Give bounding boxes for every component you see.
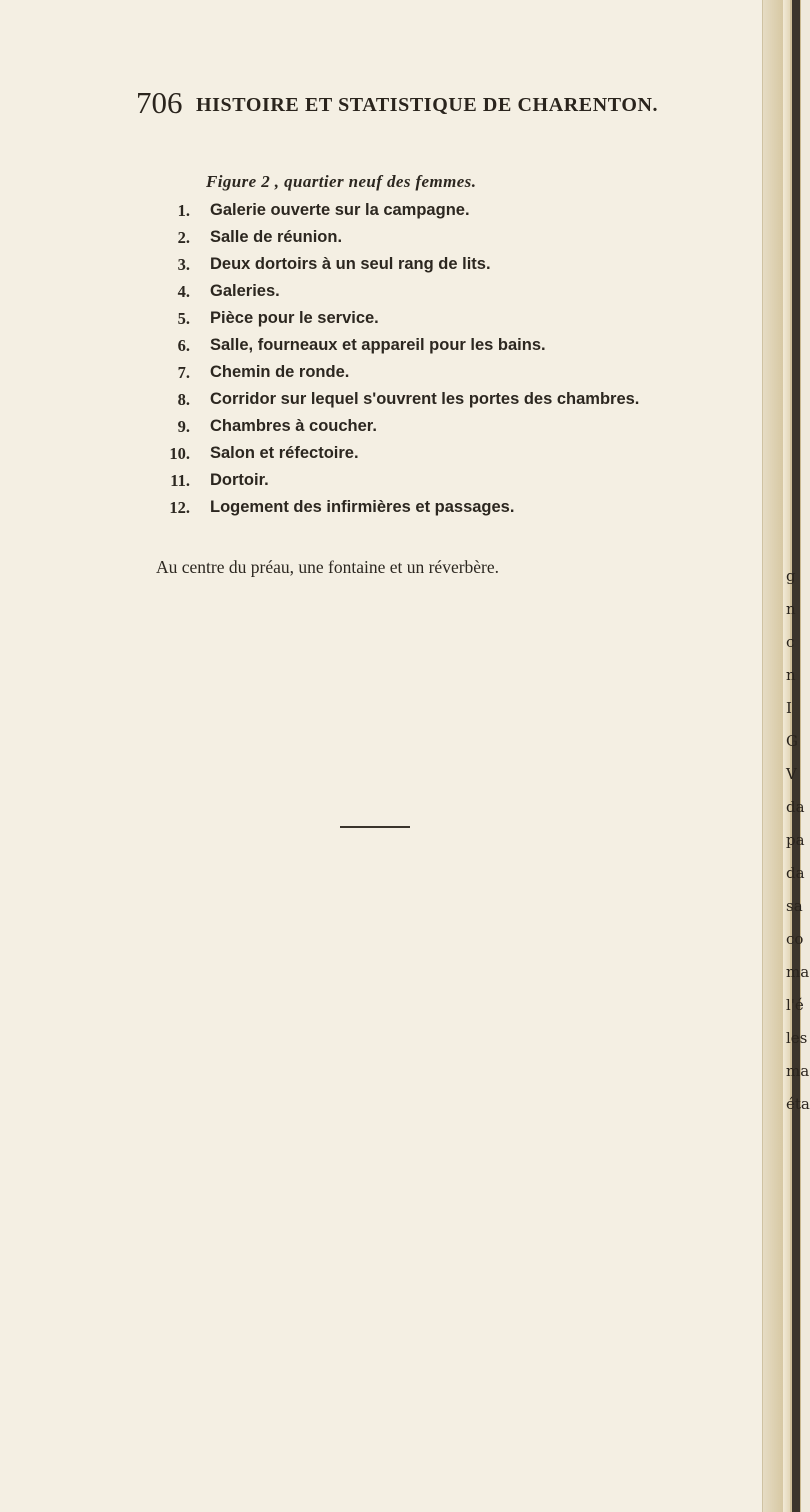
legend-number: 12. (169, 498, 190, 517)
end-rule (340, 826, 410, 828)
legend-text: Galerie ouverte sur la campagne. (210, 201, 470, 219)
legend-note: Au centre du préau, une fontaine et un réverbère. (156, 557, 500, 577)
legend-number: 5. (177, 309, 190, 328)
legend-text: Deux dortoirs à un seul rang de lits. (210, 255, 491, 273)
legend-text: Salon et réfectoire. (210, 444, 359, 462)
facing-page-fragment: éta (786, 1095, 810, 1113)
legend-number: 6. (177, 336, 190, 355)
legend-item (0, 386, 720, 413)
figure-legend (0, 197, 720, 521)
legend-text: Salle de réunion. (210, 228, 343, 246)
legend-number: 11. (170, 471, 190, 490)
facing-page-fragment: l'é (786, 996, 804, 1014)
legend-number: 3. (177, 255, 190, 274)
facing-page-fragment: da (786, 798, 805, 816)
legend-item (0, 251, 720, 278)
facing-page-fragment: G (786, 732, 798, 750)
legend-text: Corridor sur lequel s'ouvrent les portes des chambres. (210, 390, 640, 408)
legend-number: 4. (177, 282, 190, 301)
facing-page-fragment: I (786, 699, 792, 717)
page-number: 706 (136, 85, 183, 120)
figure-caption: Figure 2 , quartier neuf des femmes. (206, 172, 477, 191)
facing-page-fragment: c (786, 633, 795, 651)
legend-text: Logement des infirmières et passages. (210, 498, 515, 516)
legend-number: 10. (169, 444, 190, 463)
facing-page-fragment: da (786, 864, 805, 882)
facing-page-fragment: pa (786, 831, 805, 849)
legend-item (0, 413, 720, 440)
legend-item (0, 359, 720, 386)
legend-number: 2. (177, 228, 190, 247)
running-title: HISTOIRE ET STATISTIQUE DE CHARENTON. (196, 94, 659, 116)
facing-page-fragment: les (786, 1029, 808, 1047)
legend-number: 9. (177, 417, 190, 436)
legend-number: 8. (177, 390, 190, 409)
facing-page-fragment: n (786, 600, 796, 618)
legend-text: Dortoir. (210, 471, 269, 489)
legend-item (0, 440, 720, 467)
legend-item (0, 494, 720, 521)
facing-page-fragment: n (786, 666, 796, 684)
legend-item (0, 224, 720, 251)
legend-item (0, 305, 720, 332)
page-header (0, 84, 760, 124)
legend-item (0, 278, 720, 305)
legend-text: Chambres à coucher. (210, 417, 377, 435)
legend-item (0, 197, 720, 224)
facing-page-text (786, 560, 810, 1121)
legend-item (0, 332, 720, 359)
legend-number: 7. (177, 363, 190, 382)
facing-page-fragment: co (786, 930, 804, 948)
facing-page-fragment: ma (786, 963, 810, 981)
legend-text: Chemin de ronde. (210, 363, 350, 381)
facing-page-fragment: sa (786, 897, 803, 915)
facing-page-fragment: ma (786, 1062, 810, 1080)
legend-item (0, 467, 720, 494)
facing-page-fragment: g (786, 567, 796, 585)
legend-text: Salle, fourneaux et appareil pour les bains. (210, 336, 546, 354)
legend-text: Galeries. (210, 282, 280, 300)
legend-text: Pièce pour le service. (210, 309, 379, 327)
facing-page-fragment: V (786, 765, 797, 783)
legend-number: 1. (177, 201, 190, 220)
